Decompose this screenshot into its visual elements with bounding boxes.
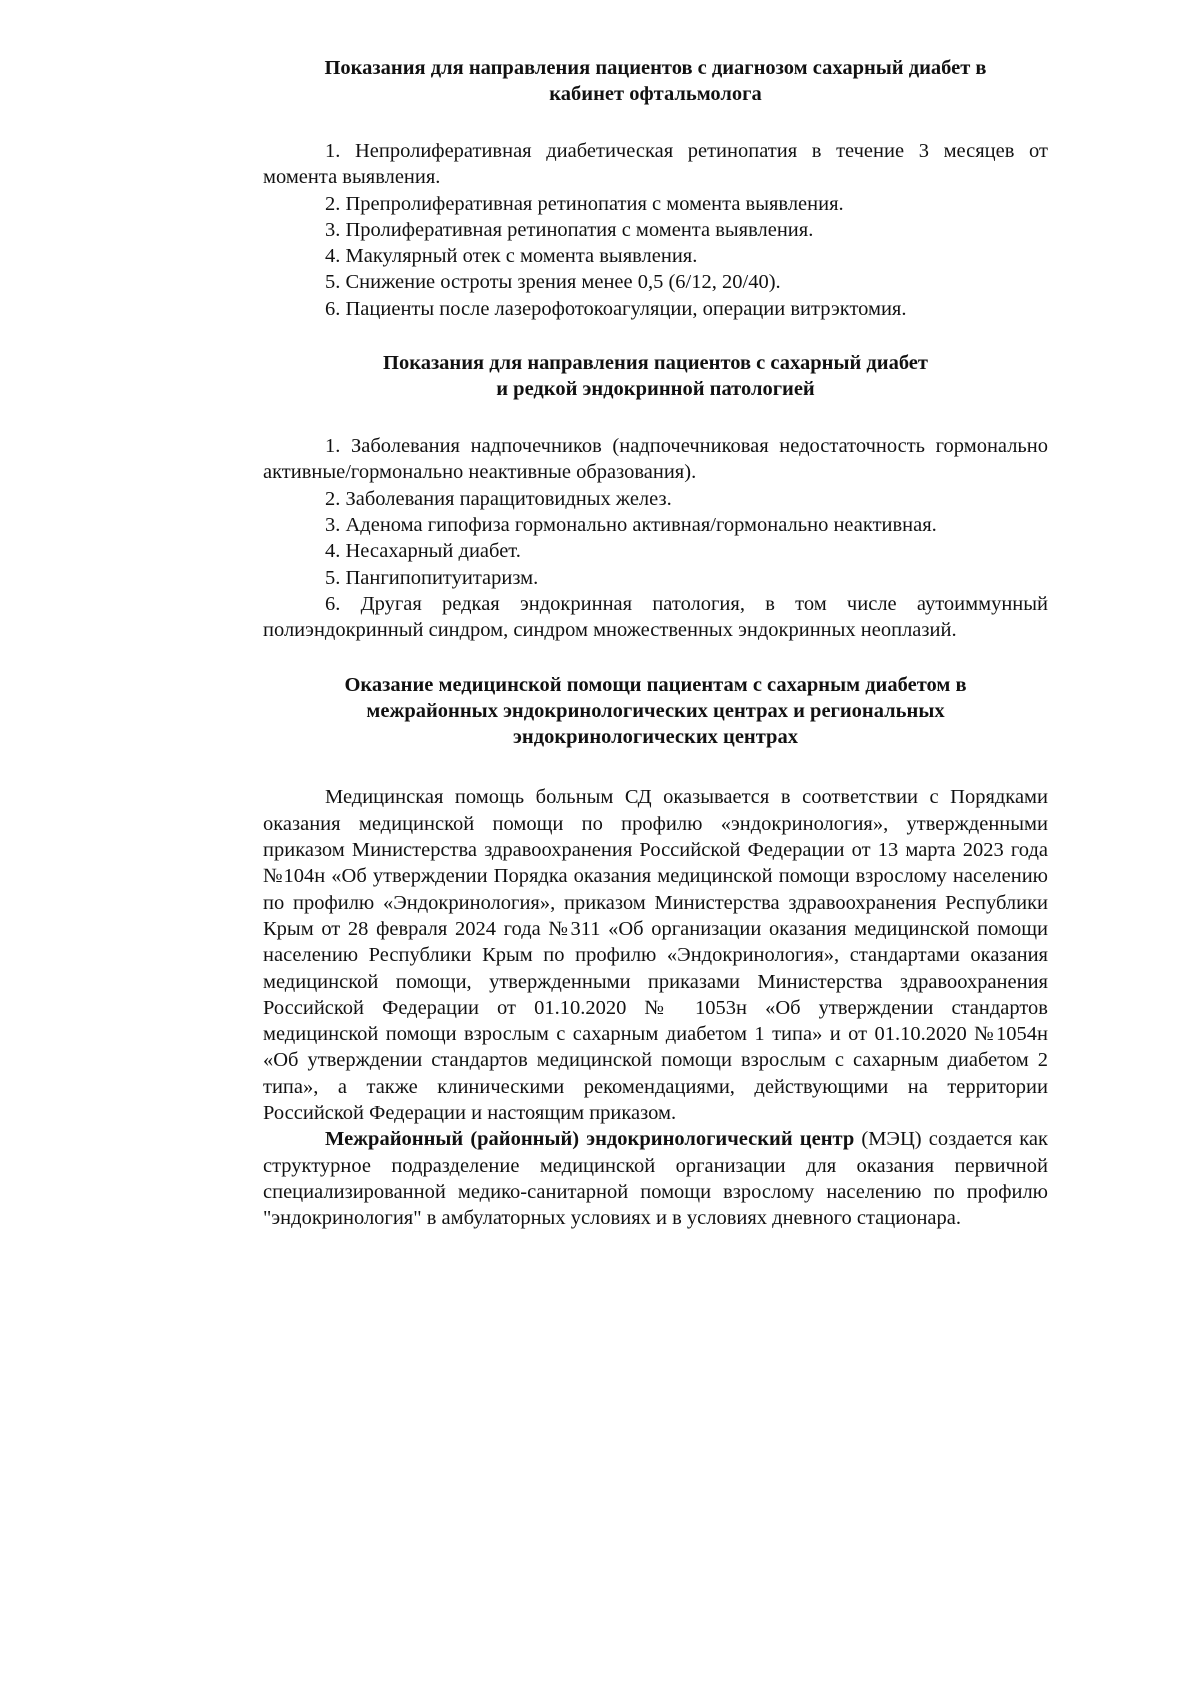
body-paragraph: Медицинская помощь больным СД оказывается в соответствии с Порядками оказания медицинской помощи по профилю «эндокринология», утвержденными приказом Министерства здравоохранения Российской Федерации от 13 марта 2023 года №104н «Об утверждении Порядка оказания медицинской помощи взрослому населению по профилю «Эндокринология», приказом Министерства здравоохранения Республики Крым от 28 февраля 2024 года №311 «Об организации оказания медицинской помощи населению Республики Крым по профилю «Эндокринология», стандартами оказания медицинской помощи, утвержденными приказами Министерства здравоохранения Российской Федерации от 01.10.2020 № 1053н «Об утверждении стандартов медицинской помощи взрослым с сахарным диабетом 1 типа» и от 01.10.2020 №1054н «Об утверждении стандартов медицинской помощи взрослым с сахарным диабетом 2 типа», а также клиническими рекомендациями, действующими на территории Российской Федерации и настоящим приказом. [263, 786, 1048, 1125]
list-item: 1. Заболевания надпочечников (надпочечниковая недостаточность гормонально активные/гормонально неактивные образования). [263, 435, 1048, 484]
list-item: 2. Заболевания паращитовидных желез. [325, 487, 672, 510]
section-2-heading-line-1: Показания для направления пациентов с сахарный диабет [383, 352, 928, 375]
list-item: 2. Препролиферативная ретинопатия с момента выявления. [325, 192, 844, 215]
section-2-heading-line-2: и редкой эндокринной патологией [496, 378, 815, 401]
section-1-heading-line-1: Показания для направления пациентов с диагнозом сахарный диабет в [324, 57, 987, 79]
section-1-heading [263, 55, 1048, 107]
list-item: 4. Несахарный диабет. [325, 540, 521, 563]
document-page [263, 55, 1048, 1232]
list-item: 5. Снижение остроты зрения менее 0,5 (6/12, 20/40). [325, 271, 781, 294]
section-3-heading-line-2: межрайонных эндокринологических центрах и региональных [366, 700, 945, 723]
section-3-heading-line-3: эндокринологических центрах [513, 726, 798, 749]
section-2-heading [263, 350, 1048, 402]
body-paragraph-centers [263, 1126, 1048, 1231]
list-item: 3. Пролиферативная ретинопатия с момента выявления. [325, 218, 814, 241]
section-3-heading [263, 672, 1048, 750]
emphasized-term: Межрайонный (районный) эндокринологический центр [325, 1128, 855, 1151]
section-1-list [263, 138, 1048, 322]
section-1-heading-line-2: кабинет офтальмолога [549, 83, 762, 105]
list-item: 6. Пациенты после лазерофотокоагуляции, операции витрэктомия. [325, 297, 907, 320]
list-item: 6. Другая редкая эндокринная патология, в том числе аутоиммунный полиэндокринный синдром, синдром множественных эндокринных неоплазий. [263, 592, 1048, 642]
list-item: 3. Аденома гипофиза гормонально активная/гормонально неактивная. [325, 513, 937, 536]
section-2-list [263, 433, 1048, 643]
list-item: 5. Пангипопитуитаризм. [325, 566, 539, 589]
section-3-heading-line-1: Оказание медицинской помощи пациентам с сахарным диабетом в [344, 674, 967, 697]
paragraph-text: (МЭЦ) создается как структурное подразделение медицинской организации для оказания первичной специализированной медико-санитарной помощи взрослому населению по профилю "эндокринология" в амбулаторных условиях и в условиях дневного стационара. [263, 1128, 1048, 1230]
list-item: 4. Макулярный отек с момента выявления. [325, 245, 698, 268]
list-item: 1. Непролиферативная диабетическая ретинопатия в течение 3 месяцев от момента выявления. [263, 140, 1048, 189]
